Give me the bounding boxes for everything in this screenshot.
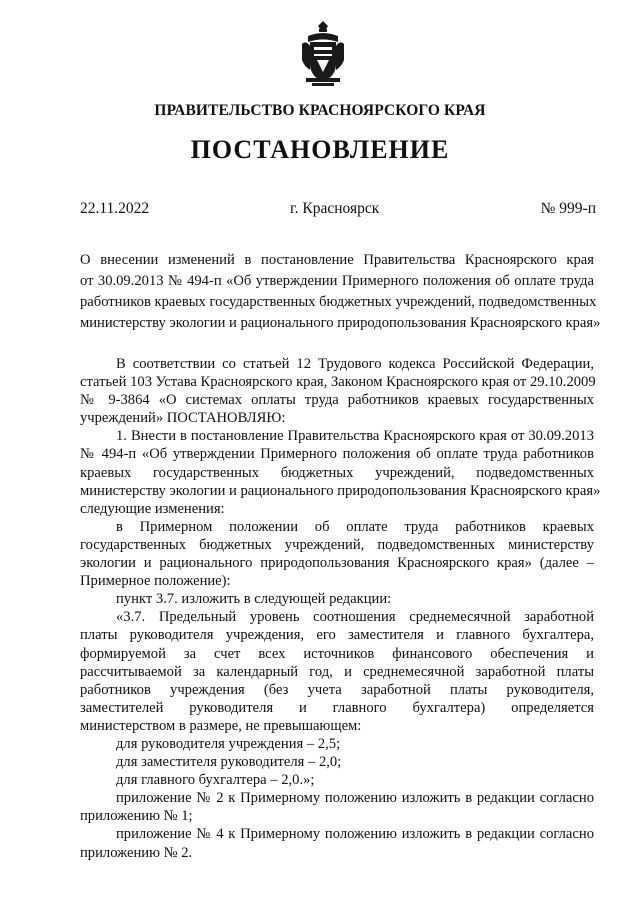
subject-line: от 30.09.2013 № 494-п «Об утверждении Примерного положения об оплате труда — [80, 273, 594, 289]
body-line: государственных бюджетных учреждений, подведомственных министерству — [80, 536, 594, 553]
body-line: приложение № 4 к Примерному положению изложить в редакции согласно — [116, 826, 594, 843]
body-line: заместителей руководителя и главного бухгалтера) определяется — [80, 699, 594, 716]
body-line: пункт 3.7. изложить в следующей редакции: — [116, 591, 392, 608]
body-line: 1. Внести в постановление Правительства Красноярского края от 30.09.2013 — [116, 428, 594, 445]
body-line: в Примерном положении об оплате труда работников краевых — [116, 518, 594, 535]
body-line: № 9-3864 «О системах оплаты труда работников краевых государственных — [80, 392, 594, 409]
subject-line: работников краевых государственных бюджетных учреждений, подведомственных — [80, 294, 597, 310]
body-line: «3.7. Предельный уровень соотношения среднемесячной заработной — [116, 609, 594, 626]
body-line: министерству экологии и рационального природопользования Красноярского края» — [80, 482, 601, 499]
document-date: 22.11.2022 — [80, 200, 150, 217]
body-line: министерством в размере, не превышающем: — [80, 717, 362, 734]
body-line: приложению № 2. — [80, 844, 193, 861]
body-line: для заместителя руководителя – 2,0; — [116, 754, 342, 771]
body-line: приложению № 1; — [80, 808, 193, 825]
document-city: г. Красноярск — [290, 200, 380, 217]
document-type-title: ПОСТАНОВЛЕНИЕ — [190, 135, 450, 164]
body-line: статьей 103 Устава Красноярского края, Законом Красноярского края от 29.10.2009 — [80, 374, 596, 391]
coat-of-arms-icon — [300, 20, 346, 88]
body-line: рассчитываемой за календарный год, и среднемесячной заработной платы — [80, 663, 594, 680]
body-line: формируемой за счет всех источников финансового обеспечения и — [80, 645, 594, 662]
body-line: для главного бухгалтера – 2,0.»; — [116, 772, 315, 789]
document-number: № 999-п — [540, 200, 596, 217]
body-line: В соответствии со статьей 12 Трудового кодекса Российской Федерации, — [116, 356, 594, 372]
body-line: платы руководителя учреждения, его заместителя и главного бухгалтера, — [80, 627, 594, 644]
body-line: следующие изменения: — [80, 500, 225, 517]
body-line: краевых государственных бюджетных учреждений, подведомственных — [80, 464, 594, 481]
body-line: № 494-п «Об утверждении Примерного положения об оплате труда работников — [80, 446, 594, 463]
subject-line: О внесении изменений в постановление Правительства Красноярского края — [80, 252, 594, 268]
document-body — [80, 355, 601, 862]
body-line: работников учреждения (без учета заработной платы руководителя, — [80, 681, 594, 698]
body-line: приложение № 2 к Примерному положению изложить в редакции согласно — [116, 790, 594, 807]
document-subject — [80, 250, 601, 334]
body-line: для руководителя учреждения – 2,5; — [116, 735, 341, 752]
body-line: учреждений» ПОСТАНОВЛЯЮ: — [80, 410, 286, 427]
body-line: экологии и рационального природопользования Красноярского края» (далее – — [80, 555, 594, 572]
body-line: Примерное положение): — [80, 573, 231, 590]
subject-line: министерству экологии и рационального природопользования Красноярского края» — [80, 315, 601, 331]
government-title: ПРАВИТЕЛЬСТВО КРАСНОЯРСКОГО КРАЯ — [154, 102, 486, 119]
